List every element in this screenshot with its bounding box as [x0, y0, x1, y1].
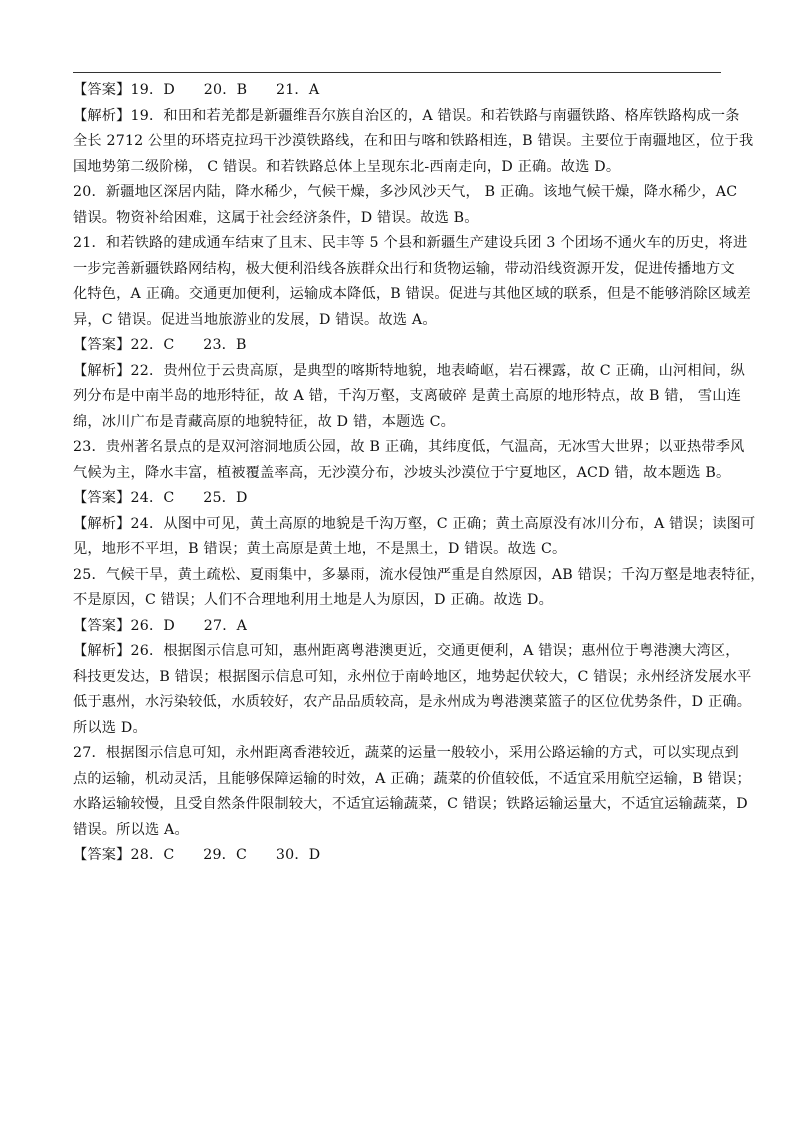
header-rule	[73, 72, 721, 73]
answer-line: 【答案】22．C 23．B	[73, 337, 247, 353]
explanation-line: 【解析】19．和田和若羌都是新疆维吾尔族自治区的，A 错误。和若铁路与南疆铁路、格库铁路构成一条	[73, 107, 740, 124]
explanation-line: 不是原因，C 错误；人们不合理地利用土地是人为原因，D 正确。故选 D。	[73, 592, 553, 608]
answer-line: 【答案】26．D 27．A	[73, 617, 248, 634]
document-body	[73, 78, 765, 869]
explanation-line: 国地势第二级阶梯， C 错误。和若铁路总体上呈现东北-西南走向，D 正确。故选 D。	[73, 158, 621, 175]
explanation-line: 科技更发达，B 错误；根据图示信息可知，永州位于南岭地区，地势起伏较大，C 错误；永州经济发展水平	[73, 668, 752, 685]
explanation-line: 【解析】26．根据图示信息可知，惠州距离粤港澳更近，交通更便利，A 错误；惠州位于粤港澳大湾区，	[73, 643, 740, 659]
explanation-line: 列分布是中南半岛的地形特征，故 A 错，千沟万壑，支离破碎 是黄土高原的地形特点，故 B 错， 雪山连	[73, 388, 741, 404]
explanation-block	[73, 359, 745, 436]
explanation-line: 低于惠州，水污染较低，水质较好，农产品品质较高，是永州成为粤港澳菜篮子的区位优势条件，D 正确。	[73, 694, 752, 710]
answer-block	[73, 333, 723, 359]
explanation-line: 25．气候干旱，黄土疏松、夏雨集中，多暴雨，流水侵蚀严重是自然原因，AB 错误；千沟万壑是地表特征，	[73, 566, 765, 583]
explanation-line: 水路运输较慢，且受自然条件限制较大，不适宜运输蔬菜，C 错误；铁路运输运量大，不适宜运输蔬菜，D	[73, 796, 748, 812]
answer-block	[73, 486, 723, 512]
explanation-block	[73, 512, 756, 563]
answer-block	[73, 843, 723, 869]
explanation-line: 27．根据图示信息可知，永州距离香港较近，蔬菜的运量一般较小，采用公路运输的方式，可以实现点到	[73, 745, 739, 761]
explanation-block	[73, 741, 751, 843]
explanation-block	[73, 180, 738, 231]
explanation-block	[73, 435, 745, 486]
answer-line: 【答案】19．D 20．B 21．A	[73, 82, 320, 98]
answer-line: 【答案】28．C 29．C 30．D	[73, 847, 321, 863]
explanation-line: 一步完善新疆铁路网结构，极大便利沿线各族群众出行和货物运输，带动沿线资源开发，促进传播地方文	[73, 260, 735, 277]
answer-block	[73, 614, 723, 640]
explanation-line: 【解析】22．贵州位于云贵高原，是典型的喀斯特地貌，地表崎岖，岩石裸露，故 C 正确，山河相间，纵	[73, 362, 745, 379]
explanation-line: 化特色，A 正确。交通更加便利，运输成本降低，B 错误。促进与其他区域的联系，但是不能够消除区域差	[73, 286, 751, 302]
explanation-block	[73, 231, 751, 333]
explanation-line: 见，地形不平坦，B 错误；黄土高原是黄土地，不是黑土，D 错误。故选 C。	[73, 541, 567, 557]
answer-line: 【答案】24．C 25．D	[73, 490, 248, 506]
explanation-line: 气候为主，降水丰富，植被覆盖率高，无沙漠分布，沙坡头沙漠位于宁夏地区，ACD 错，故本题选 B。	[73, 464, 731, 481]
explanation-line: 错误。物资补给困难，这属于社会经济条件，D 错误。故选 B。	[73, 209, 479, 226]
explanation-line: 点的运输，机动灵活，且能够保障运输的时效，A 正确；蔬菜的价值较低，不适宜采用航空运输，B 错误；	[73, 770, 751, 787]
answer-block	[73, 78, 723, 104]
explanation-line: 全长 2712 公里的环塔克拉玛干沙漠铁路线，在和田与喀和铁路相连，B 错误。主要位于南疆地区，位于我	[73, 133, 754, 149]
explanation-line: 23．贵州著名景点的是双河溶洞地质公园，故 B 正确，其纬度低，气温高，无冰雪大世界；以亚热带季风	[73, 439, 745, 455]
explanation-line: 错误。所以选 A。	[73, 821, 189, 838]
explanation-line: 异，C 错误。促进当地旅游业的发展，D 错误。故选 A。	[73, 311, 437, 328]
explanation-line: 所以选 D。	[73, 719, 147, 736]
explanation-line: 绵，冰川广布是青藏高原的地貌特征，故 D 错，本题选 C。	[73, 413, 456, 430]
explanation-block	[73, 639, 752, 741]
explanation-block	[73, 104, 754, 181]
explanation-block	[73, 563, 765, 614]
explanation-line: 21．和若铁路的建成通车结束了且末、民丰等 5 个县和新疆生产建设兵团 3 个团场不通火车的历史，将进	[73, 235, 748, 251]
explanation-line: 20．新疆地区深居内陆，降水稀少，气候干燥，多沙风沙天气， B 正确。该地气候干燥，降水稀少，AC	[73, 184, 738, 200]
explanation-line: 【解析】24．从图中可见，黄土高原的地貌是千沟万壑，C 正确；黄土高原没有冰川分布，A 错误；读图可	[73, 515, 756, 532]
